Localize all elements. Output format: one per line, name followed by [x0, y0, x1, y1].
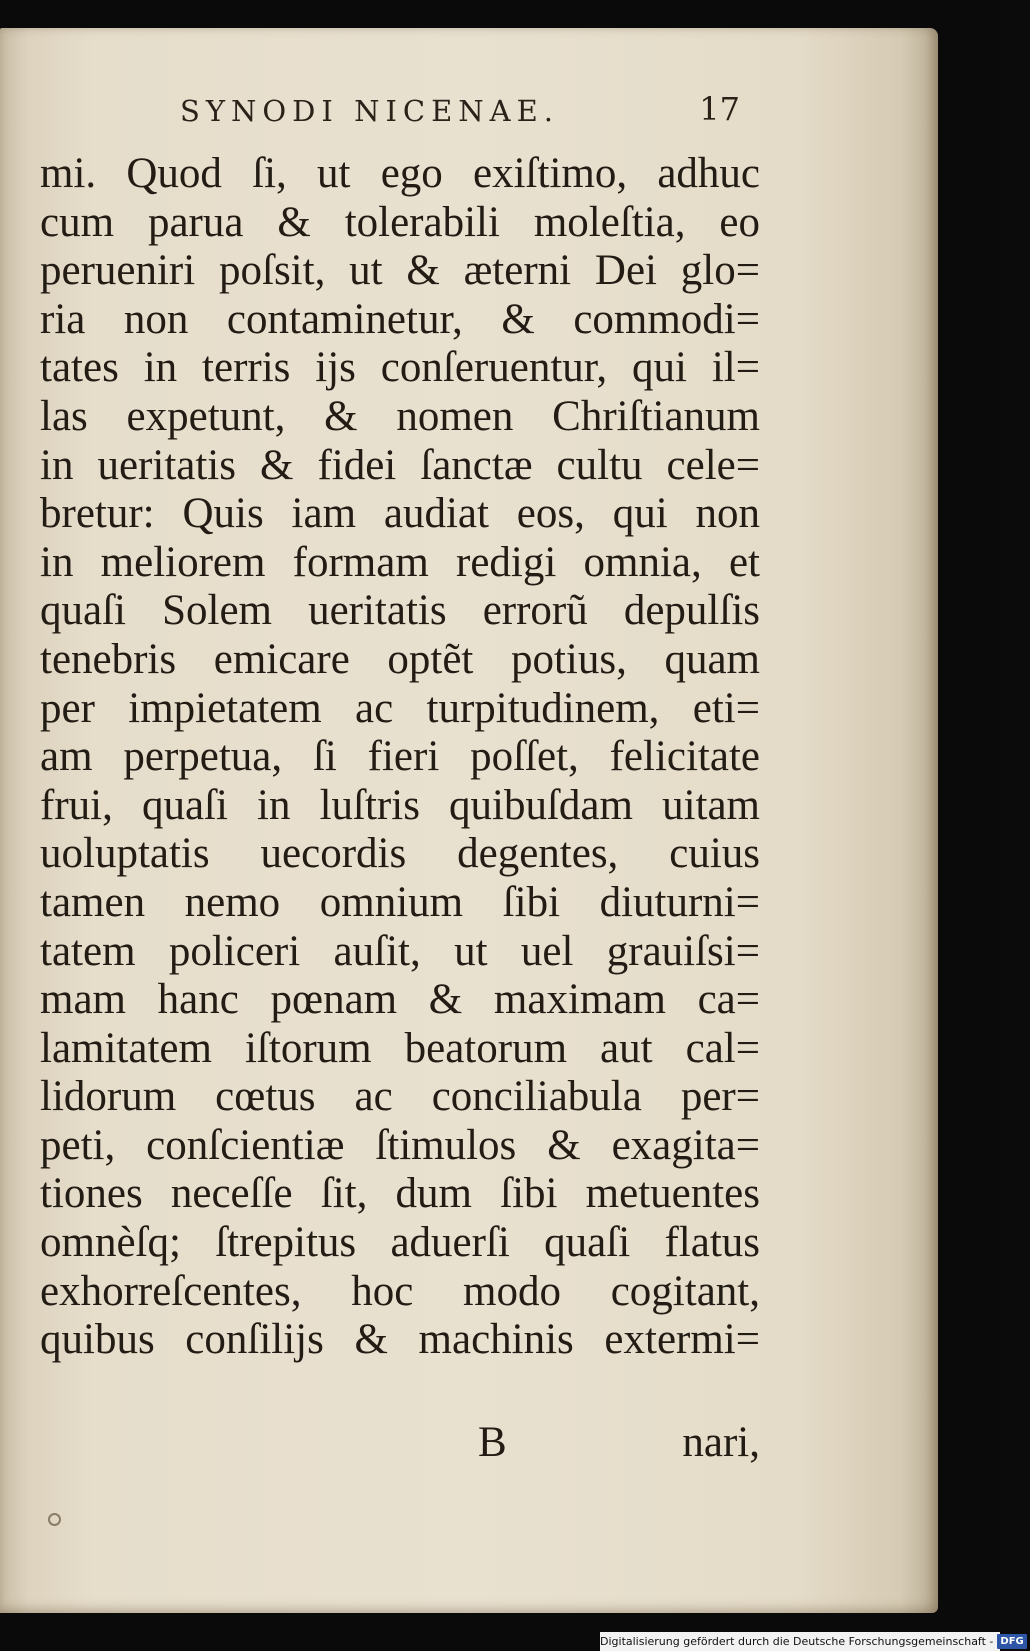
margin-mark	[48, 1513, 61, 1526]
page-footer	[40, 1418, 760, 1468]
text-line: peti, conſcientiæ ſtimulos & exagita=	[40, 1121, 760, 1169]
text-line: perueniri poſsit, ut & æterni Dei glo=	[40, 247, 760, 295]
page-header	[180, 90, 740, 134]
text-line: quibus conſilijs & machinis extermi=	[40, 1316, 760, 1364]
text-line: cum parua & tolerabili moleſtia, eo	[40, 198, 760, 246]
running-title: SYNODI NICENAE.	[180, 94, 559, 128]
text-line: quaſi Solem ueritatis errorũ depulſis	[40, 587, 760, 635]
text-line: las expetunt, & nomen Chriſtianum	[40, 392, 760, 440]
text-line: mi. Quod ſi, ut ego exiſtimo, adhuc	[40, 150, 760, 197]
signature-mark: B	[478, 1419, 507, 1466]
text-line: bretur: Quis iam audiat eos, qui non	[40, 490, 760, 538]
text-line: lamitatem iſtorum beatorum aut cal=	[40, 1024, 760, 1072]
text-line: in meliorem formam redigi omnia, et	[40, 538, 760, 586]
dfg-logo-icon: DFG	[997, 1634, 1026, 1649]
page-number: 17	[699, 90, 740, 128]
text-line: lidorum cœtus ac conciliabula per=	[40, 1073, 760, 1121]
text-line: uoluptatis uecordis degentes, cuius	[40, 830, 760, 878]
digitization-credit	[600, 1632, 1024, 1651]
book-page	[0, 28, 938, 1613]
text-line: exhorreſcentes, hoc modo cogitant,	[40, 1267, 760, 1315]
text-line: frui, quaſi in luſtris quibuſdam uitam	[40, 781, 760, 829]
body-text	[40, 150, 760, 1365]
text-line: tamen nemo omnium ſibi diuturni=	[40, 878, 760, 926]
text-line: in ueritatis & fidei ſanctæ cultu cele=	[40, 441, 760, 489]
text-line: tiones neceſſe ſit, dum ſibi metuentes	[40, 1170, 760, 1218]
catchword: nari,	[682, 1419, 760, 1466]
text-line: tenebris emicare optẽt potius, quam	[40, 635, 760, 683]
text-line: mam hanc pœnam & maximam ca=	[40, 976, 760, 1024]
text-line: tatem policeri auſit, ut uel grauiſsi=	[40, 927, 760, 975]
text-line: ria non contaminetur, & commodi=	[40, 295, 760, 343]
text-line: tates in terris ijs conſeruentur, qui il=	[40, 344, 760, 392]
text-line: omnèſq; ſtrepitus aduerſi quaſi flatus	[40, 1219, 760, 1267]
text-line: am perpetua, ſi fieri poſſet, felicitate	[40, 733, 760, 781]
credit-text: Digitalisierung gefördert durch die Deutsche Forschungsgemeinschaft -	[600, 1635, 994, 1648]
text-line: per impietatem ac turpitudinem, eti=	[40, 684, 760, 732]
